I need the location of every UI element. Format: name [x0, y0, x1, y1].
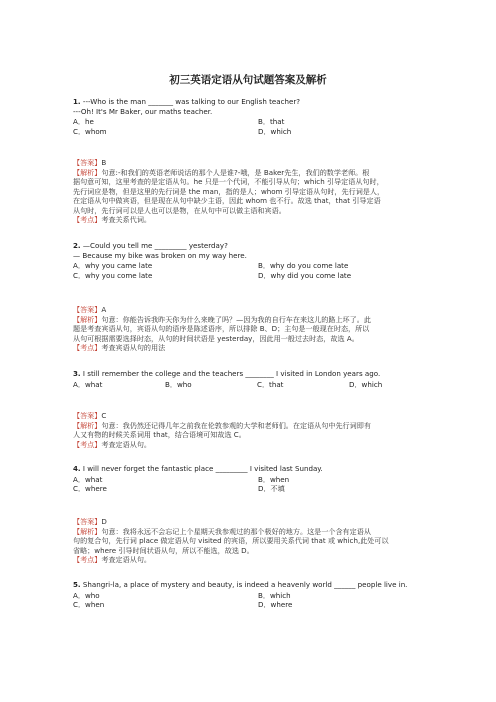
- answer-value: D: [101, 517, 107, 526]
- option-d[interactable]: D．why did you come late: [258, 270, 352, 280]
- question-number: 2.: [73, 241, 81, 250]
- options: [73, 117, 433, 136]
- analysis-line: 句意：我将永远不会忘记上个星期天我参观过的那个极好的地方。这是一个含有定语从: [101, 526, 371, 536]
- option-d[interactable]: D．不填: [258, 484, 285, 494]
- option-c[interactable]: C．when: [73, 600, 105, 610]
- question-2: [73, 241, 433, 280]
- analysis-line: 句意：我仍然还记得几年之前我在伦敦参观的大学和老师们。在定语从句中先行词即有: [101, 420, 371, 430]
- question-stem-line2: — Because my bike was broken on my way here.: [73, 250, 247, 260]
- point-tag: 【考点】: [73, 343, 102, 352]
- question-5: [73, 580, 433, 610]
- question-stem: —Could you tell me _________ yesterday?: [80, 241, 228, 250]
- question-number: 5.: [73, 580, 81, 589]
- answer-block-1: [73, 158, 443, 225]
- analysis-tag: 【解析】: [73, 420, 102, 430]
- point-tag: 【考点】: [73, 555, 102, 564]
- answer-tag: 【答案】: [73, 517, 102, 526]
- point-value: 考查定语从句。: [101, 555, 152, 564]
- analysis-tag: 【解析】: [73, 526, 102, 536]
- point-tag: 【考点】: [73, 215, 102, 224]
- point-value: 考查关系代词。: [101, 215, 152, 224]
- answer-value: B: [101, 158, 107, 167]
- point-value: 考查宾语从句的用法: [101, 343, 166, 352]
- option-a[interactable]: A．he: [73, 117, 94, 127]
- options: [73, 591, 433, 610]
- point-tag: 【考点】: [73, 439, 102, 449]
- option-a[interactable]: A．who: [73, 590, 100, 600]
- question-stem: I still remember the college and the teachers ________ I visited in London years ago.: [80, 369, 381, 378]
- answer-tag: 【答案】: [73, 411, 102, 420]
- option-a[interactable]: A．why you came late: [73, 261, 153, 271]
- question-4: [73, 464, 433, 494]
- analysis-line: 从句时，先行词可以是人也可以是物，在从句中可以做主语和宾语。: [73, 205, 286, 215]
- answer-block-4: [73, 517, 443, 565]
- answer-block-3: [73, 411, 443, 449]
- option-b[interactable]: B．that: [258, 117, 285, 127]
- analysis-line: 句的复合句，先行词 place 做定语从句 visited 的宾语，所以要用关系代词 that 或 which,此处可以: [73, 536, 389, 545]
- analysis-line: 人又有物的时候关系词用 that，结合语境可知故选 C。: [73, 430, 246, 439]
- answer-value: C: [101, 411, 107, 420]
- option-b[interactable]: B．when: [258, 474, 290, 484]
- option-b[interactable]: B．which: [258, 590, 291, 600]
- option-b[interactable]: B．why do you come late: [258, 261, 349, 271]
- analysis-line: 先行词应是物，但是这里的先行词是 the man，指的是人；whom 引导定语从句时，先行词是人，: [73, 186, 385, 196]
- answer-block-2: [73, 305, 443, 353]
- question-1: [73, 97, 433, 136]
- analysis-line: 题是考查宾语从句，宾语从句的语序是陈述语序，所以排除 B、D；主句是一般现在时态，所以: [73, 324, 370, 333]
- analysis-line: 据句意可知，这里考查的是定语从句。he 只是一个代词，不能引导从句；which 引导定语从句时，: [73, 177, 384, 186]
- analysis-line: 句意:-和我们的英语老师说话的那个人是谁?-哦，是 Baker先生，我们的数学老师。根: [101, 167, 370, 177]
- analysis-line: 省略；where 引导时间状语从句，所以不能选，故选 D。: [73, 545, 254, 555]
- answer-tag: 【答案】: [73, 305, 102, 314]
- options: [73, 380, 433, 390]
- analysis-line: 从句可根据需要选择时态，从句的时间状语是 yesterday，因此用一般过去时态，故选 A。: [73, 333, 359, 343]
- option-b[interactable]: B．who: [165, 379, 192, 389]
- question-stem: I will never forget the fantastic place _________ I visited last Sunday.: [80, 464, 323, 473]
- question-number: 4.: [73, 464, 81, 473]
- page-title: 初三英语定语从句试题答案及解析: [169, 74, 327, 86]
- point-value: 考查定语从句。: [101, 439, 152, 449]
- question-3: [73, 369, 433, 389]
- options: [73, 261, 433, 280]
- question-number: 1.: [73, 97, 81, 106]
- analysis-tag: 【解析】: [73, 167, 102, 177]
- option-c[interactable]: C．why you come late: [73, 270, 153, 280]
- question-stem-line2: ---Oh! It's Mr Baker, our maths teacher.: [73, 106, 213, 116]
- options: [73, 475, 433, 494]
- option-c[interactable]: C．where: [73, 484, 107, 494]
- option-a[interactable]: A．what: [73, 379, 103, 389]
- question-number: 3.: [73, 369, 81, 378]
- analysis-tag: 【解析】: [73, 314, 102, 324]
- option-c[interactable]: C．that: [257, 379, 284, 389]
- option-d[interactable]: D．which: [349, 379, 383, 389]
- analysis-line: 在定语从句中做宾语，但是现在从句中缺少主语，因此 whom 也不行。故选 that，that 引导定语: [73, 196, 381, 205]
- option-a[interactable]: A．what: [73, 474, 103, 484]
- question-stem: ---Who is the man _______ was talking to our English teacher?: [80, 97, 301, 106]
- option-d[interactable]: D．where: [258, 600, 293, 610]
- option-d[interactable]: D．which: [258, 126, 292, 136]
- analysis-line: 句意：你能告诉我昨天你为什么来晚了吗？—因为我的自行车在来这儿的路上坏了。此: [101, 314, 371, 324]
- answer-tag: 【答案】: [73, 158, 102, 167]
- question-stem: Shangri-la, a place of mystery and beauty, is indeed a heavenly world ______ people live in.: [80, 580, 408, 589]
- option-c[interactable]: C．whom: [73, 126, 107, 136]
- answer-value: A: [101, 305, 107, 314]
